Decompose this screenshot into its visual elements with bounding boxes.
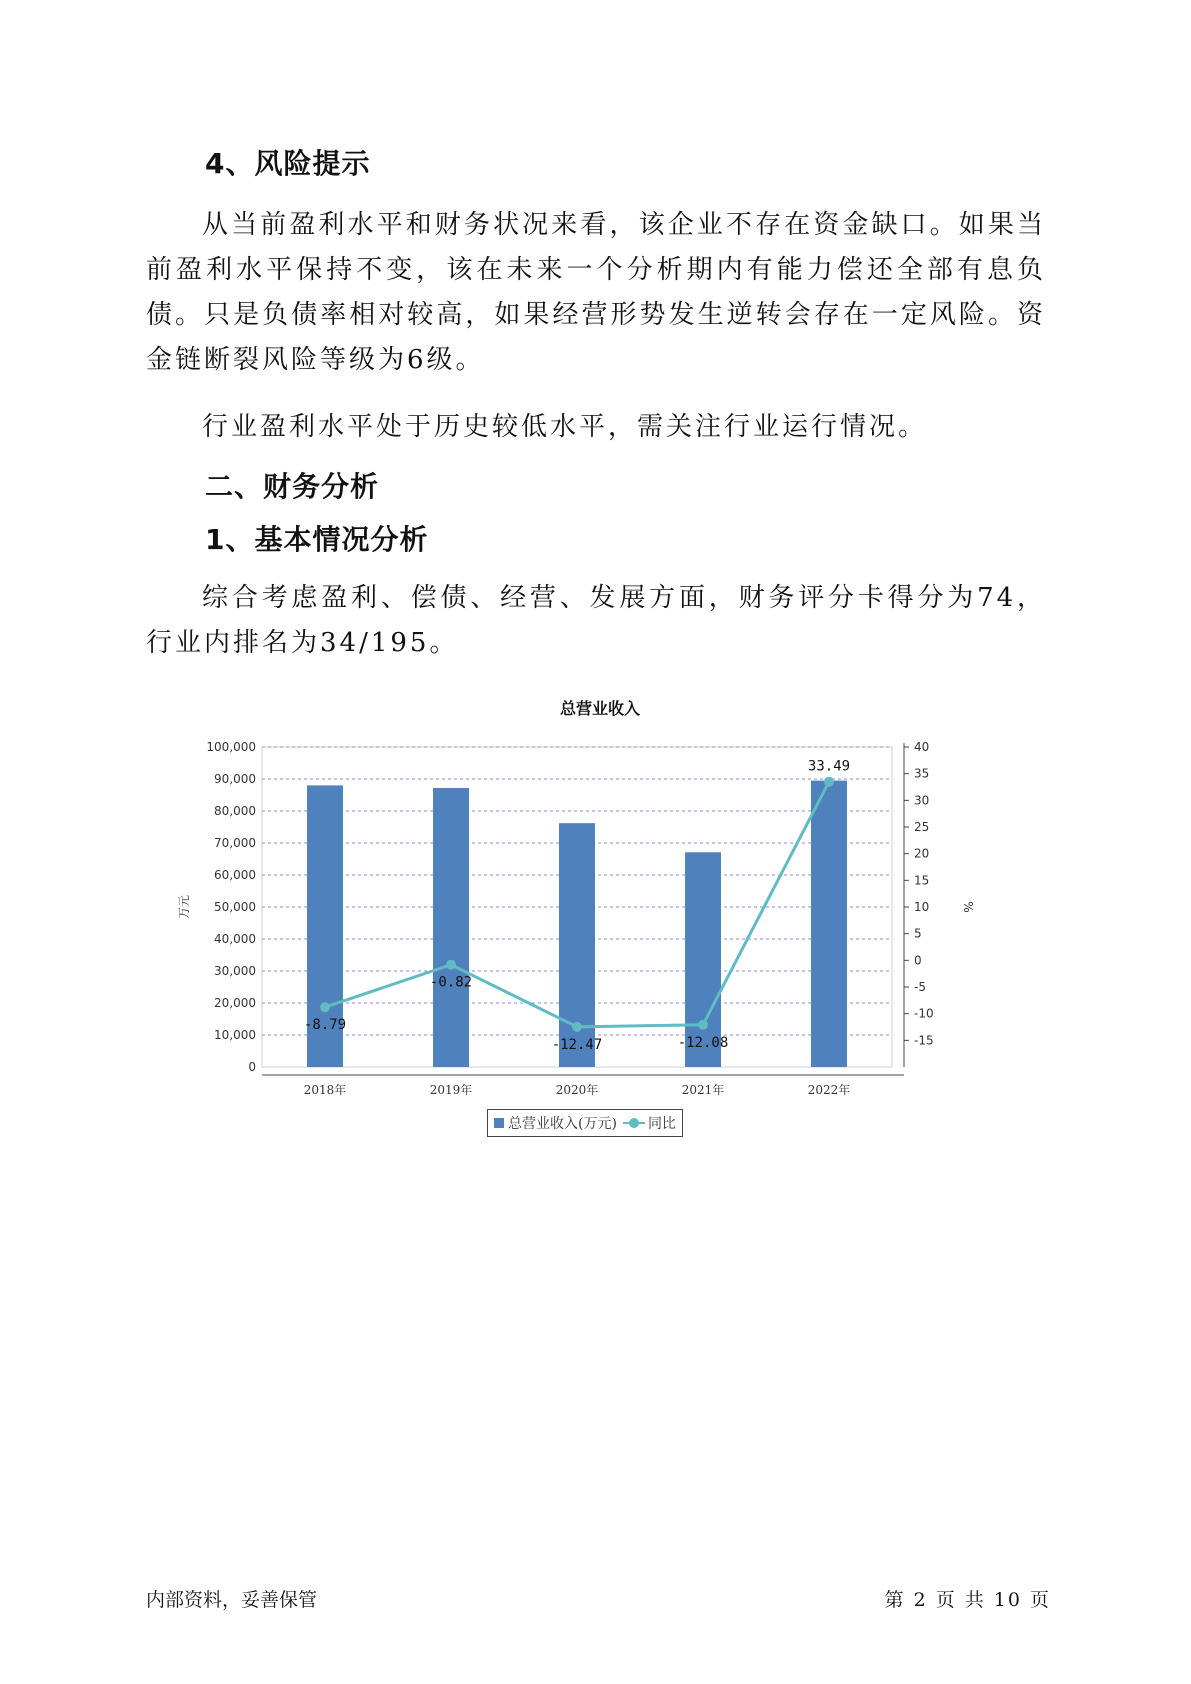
y-right-tick-label: -5	[914, 980, 926, 994]
y-left-tick-label: 90,000	[214, 772, 256, 786]
yoy-point	[446, 960, 456, 970]
risk-paragraph-1: 从当前盈利水平和财务状况来看，该企业不存在资金缺口。如果当前盈利水平保持不变，该在未来一个分析期内有能力偿还全部有息负债。只是负债率相对较高，如果经营形势发生逆转会存在一定风险。资金链断裂风险等级为6级。	[146, 210, 1046, 375]
basic-paragraph: 综合考虑盈利、偿债、经营、发展方面，财务评分卡得分为74，行业内排名为34/195。	[146, 583, 1046, 658]
footer-page-number: 第 2 页 共 10 页	[884, 1589, 1051, 1611]
risk-paragraph-2: 行业盈利水平处于历史较低水平，需关注行业运行情况。	[202, 412, 928, 442]
yoy-data-label: -0.82	[429, 974, 473, 991]
y-right-tick-label: 25	[914, 820, 930, 834]
y-right-tick-label: 40	[914, 740, 930, 754]
y-left-tick-label: 40,000	[214, 932, 256, 946]
y-left-axis-label: 万元	[177, 894, 191, 920]
y-right-tick-label: -10	[914, 1006, 934, 1021]
yoy-data-label: -12.08	[677, 1034, 729, 1051]
y-right-tick-label: 20	[914, 846, 930, 861]
y-right-axis-label: %	[961, 901, 975, 913]
y-right-tick-label: 15	[914, 873, 930, 888]
legend-line-label: 同比	[647, 1116, 676, 1132]
legend-bar-label: 总营业收入(万元)	[508, 1116, 617, 1132]
y-right-tick-label: 0	[914, 953, 922, 968]
y-left-tick-label: 0	[248, 1060, 256, 1074]
revenue-bar	[811, 781, 847, 1067]
y-right-tick-label: -15	[914, 1033, 934, 1048]
chart-title: 总营业收入	[559, 699, 640, 718]
y-left-tick-label: 50,000	[214, 900, 256, 914]
yoy-data-label: 33.49	[807, 758, 851, 775]
y-right-tick-label: 30	[914, 793, 930, 808]
yoy-point	[572, 1022, 582, 1032]
revenue-chart	[170, 725, 1030, 1110]
yoy-data-label: -12.47	[551, 1036, 603, 1053]
x-tick-label: 2021年	[681, 1083, 725, 1097]
x-tick-label: 2022年	[807, 1083, 851, 1097]
finance-heading: 二、财务分析	[205, 470, 380, 503]
legend-bar-swatch	[494, 1118, 504, 1128]
basic-heading: 1、基本情况分析	[205, 523, 429, 556]
risk-heading: 4、风险提示	[205, 147, 371, 180]
yoy-point	[698, 1020, 708, 1030]
y-left-tick-label: 70,000	[214, 836, 256, 850]
y-left-tick-label: 30,000	[214, 964, 256, 978]
y-left-tick-label: 20,000	[214, 996, 256, 1010]
x-tick-label: 2019年	[429, 1083, 473, 1097]
y-left-tick-label: 100,000	[206, 740, 256, 754]
x-tick-label: 2020年	[555, 1083, 599, 1097]
footer-confidential: 内部资料，妥善保管	[146, 1589, 318, 1611]
legend-line-swatch	[623, 1117, 645, 1129]
y-right-tick-label: 35	[914, 766, 930, 781]
yoy-point	[824, 777, 834, 787]
y-left-tick-label: 10,000	[214, 1028, 256, 1042]
revenue-bar	[433, 788, 469, 1067]
y-left-tick-label: 60,000	[214, 868, 256, 882]
x-tick-label: 2018年	[303, 1083, 347, 1097]
yoy-data-label: -8.79	[303, 1017, 347, 1034]
y-left-tick-label: 80,000	[214, 804, 256, 818]
y-right-tick-label: 5	[914, 926, 922, 941]
chart-legend	[487, 1109, 683, 1137]
yoy-point	[320, 1002, 330, 1012]
y-right-tick-label: 10	[914, 900, 930, 914]
